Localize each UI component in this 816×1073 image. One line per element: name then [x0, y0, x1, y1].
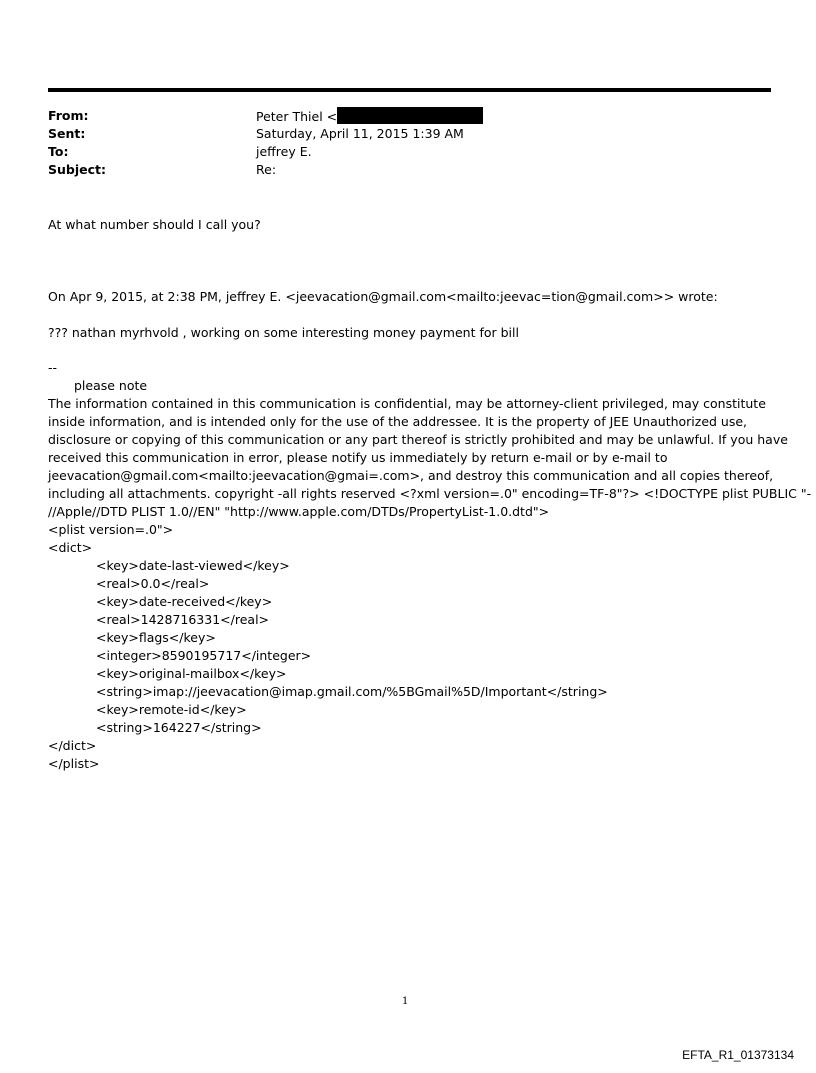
disclaimer	[48, 395, 812, 521]
plist-entry: <real>1428716331</real>	[96, 612, 270, 627]
please-note: please note	[74, 378, 148, 393]
sent-value: Saturday, April 11, 2015 1:39 AM	[256, 126, 464, 141]
dict-close: </dict>	[48, 738, 97, 753]
disclaimer-line: disclosure or copying of this communication or any part thereof is strictly prohibited and may be unlawful. If you have	[48, 432, 788, 447]
to-label: To:	[48, 144, 69, 159]
subject-label: Subject:	[48, 162, 106, 177]
document-id: EFTA_R1_01373134	[682, 1048, 794, 1062]
plist-entry: <key>original-mailbox</key>	[96, 666, 287, 681]
quote-body: ??? nathan myrhvold , working on some interesting money payment for bill	[48, 325, 519, 340]
plist-block	[48, 521, 608, 773]
to-value: jeffrey E.	[256, 144, 312, 159]
plist-entry: <string>imap://jeevacation@imap.gmail.com/%5BGmail%5D/Important</string>	[96, 684, 608, 699]
from-name: Peter Thiel <	[256, 109, 338, 124]
from-row	[48, 107, 771, 125]
disclaimer-line: //Apple//DTD PLIST 1.0//EN" "http://www.apple.com/DTDs/PropertyList-1.0.dtd">	[48, 504, 550, 519]
from-label: From:	[48, 108, 89, 123]
plist-entry: <key>date-received</key>	[96, 594, 273, 609]
plist-close: </plist>	[48, 756, 100, 771]
plist-entry: <integer>8590195717</integer>	[96, 648, 312, 663]
reply-text: At what number should I call you?	[48, 217, 261, 232]
to-row	[48, 143, 771, 161]
disclaimer-line: including all attachments. copyright -all rights reserved <?xml version=.0" encoding=TF-8"?> <!DOCTYPE plist PUBLIC "-	[48, 486, 812, 501]
plist-entry: <real>0.0</real>	[96, 576, 210, 591]
disclaimer-line: jeevacation@gmail.com<mailto:jeevacation@gmai=.com>, and destroy this communication and all copies thereof,	[48, 468, 774, 483]
sent-row	[48, 125, 771, 143]
plist-entry: <key>remote-id</key>	[96, 702, 247, 717]
plist-entry: <string>164227</string>	[96, 720, 262, 735]
dict-open: <dict>	[48, 540, 93, 555]
plist-entry: <key>date-last-viewed</key>	[96, 558, 290, 573]
signature-separator: --	[48, 360, 58, 375]
disclaimer-line: The information contained in this communication is confidential, may be attorney-client privileged, may constitute	[48, 396, 766, 411]
disclaimer-line: received this communication in error, please notify us immediately by return e-mail or by e-mail to	[48, 450, 668, 465]
page-number: 1	[402, 996, 409, 1007]
plist-open: <plist version=.0">	[48, 522, 174, 537]
subject-row	[48, 161, 771, 179]
subject-value: Re:	[256, 162, 277, 177]
sent-label: Sent:	[48, 126, 86, 141]
plist-entry: <key>flags</key>	[96, 630, 216, 645]
header-rule	[48, 88, 771, 92]
from-value	[256, 107, 483, 126]
redaction-block	[337, 107, 483, 124]
disclaimer-line: inside information, and is intended only for the use of the addressee. It is the property of JEE Unauthorized use,	[48, 414, 748, 429]
quote-header: On Apr 9, 2015, at 2:38 PM, jeffrey E. <jeevacation@gmail.com<mailto:jeevac=tion@gmail.com>> wrote:	[48, 289, 718, 304]
